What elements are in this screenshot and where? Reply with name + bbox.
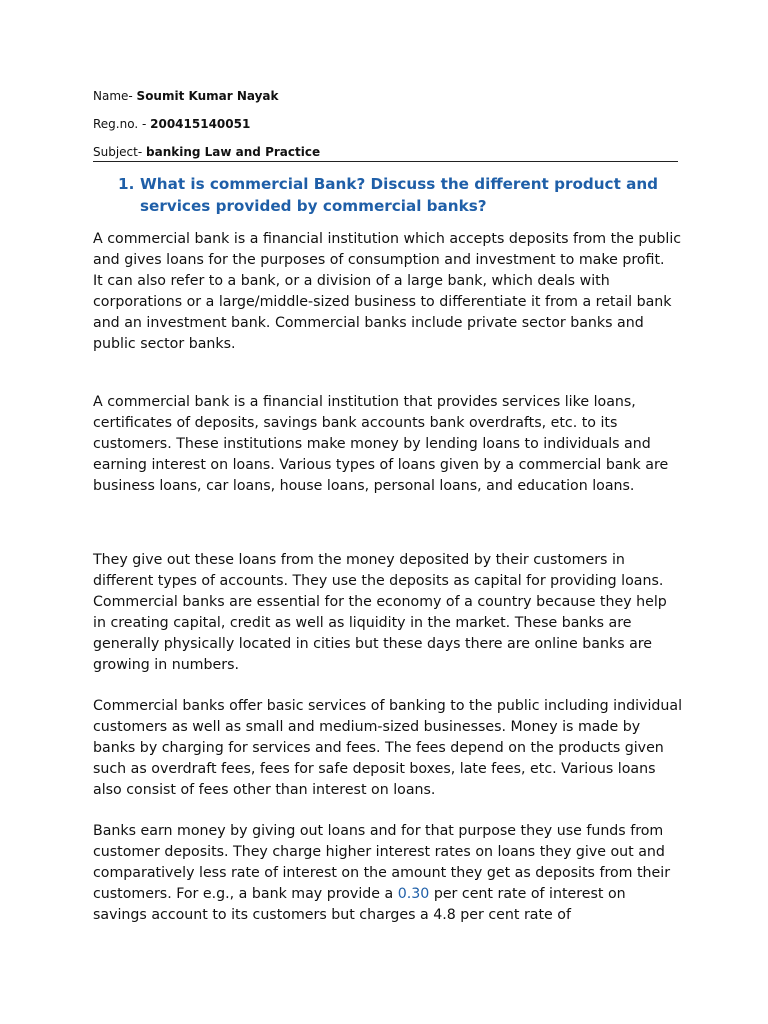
paragraph-definition [93,229,683,355]
registration-line [93,117,250,132]
subject-label: Subject- [93,145,147,159]
registration-number: 200415140051 [150,117,251,131]
paragraph-text: Commercial banks offer basic services of banking to the public including individual customers as well as small and medium-sized businesses. Money is made by banks by charging for services and fees. The fees depend on the products given such as overdraft fees, fees for safe deposit boxes, late fees, etc. Various loans also consist of fees other than interest on loans. [93,698,683,798]
paragraph-text: A commercial bank is a financial institution that provides services like loans, certificates of deposits, savings bank accounts bank overdrafts, etc. to its customers. These institutions make money by lending loans to individuals and earning interest on loans. Various types of loans given by a commercial bank are business loans, car loans, house loans, personal loans, and education loans. [93,394,669,494]
interest-rate-value: 0.30 [397,886,430,902]
question-number: 1. [118,175,135,193]
reg-label: Reg.no. - [93,117,151,131]
subject-line [93,145,320,160]
name-label: Name- [93,89,137,103]
paragraph-text: A commercial bank is a financial institution which accepts deposits from the public and gives loans for the purposes of consumption and investment to make profit. [93,231,682,268]
paragraph-interest [93,821,683,926]
paragraph-text: They give out these loans from the money deposited by their customers in different types of accounts. They use the deposits as capital for providing loans. Commercial banks are essential for the economy of a country because they help in creating capital, credit as well as liquidity in the market. These banks are generally physically located in cities but these days there are online banks are growing in numbers. [93,552,667,673]
header-divider [93,161,678,162]
question-heading [118,173,688,217]
question-text: What is commercial Bank? Discuss the different product and services provided by commercial banks? [140,175,659,215]
paragraph-text-part: Banks earn money by giving out loans and for that purpose they use funds from customer deposits. They charge higher interest rates on loans they give out and comparatively less rate of interest on the amount they get as deposits from their customers. For e.g., a bank may provide a [93,823,671,902]
student-name-line [93,89,279,104]
paragraph-basic-services [93,696,683,801]
paragraph-text-part: per cent rate of interest on savings account to its customers but charges a 4.8 per cent rate of [93,886,626,923]
student-name: Soumit Kumar Nayak [136,89,279,103]
paragraph-services [93,392,683,497]
paragraph-deposits [93,550,683,676]
paragraph-text [93,821,683,926]
paragraph-text: It can also refer to a bank, or a division of a large bank, which deals with corporations or a large/middle-sized business to differentiate it from a retail bank and an investment bank. Commercial banks include private sector banks and public sector banks. [93,273,672,352]
subject-name: banking Law and Practice [146,145,321,159]
